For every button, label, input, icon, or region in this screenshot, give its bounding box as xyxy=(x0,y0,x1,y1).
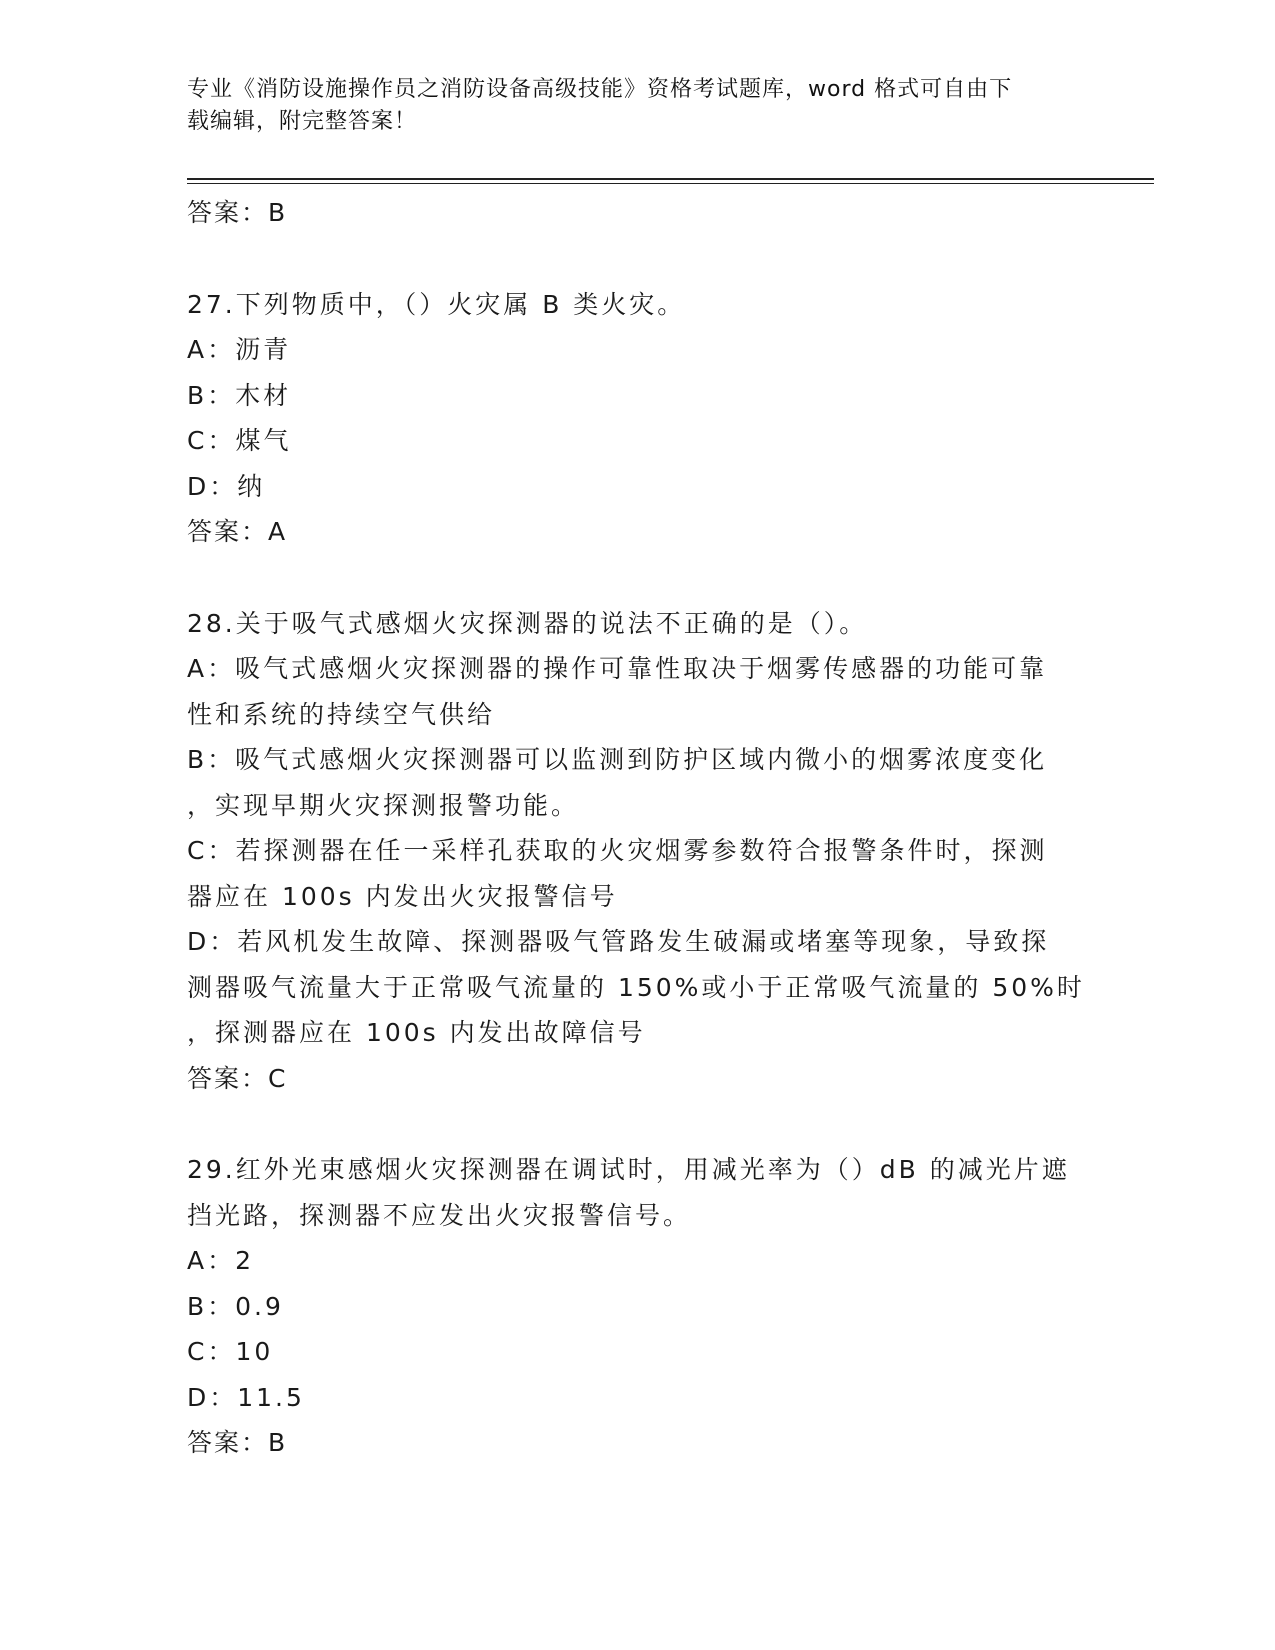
question-29 xyxy=(187,1147,1087,1466)
option-d: D：若风机发生故障、探测器吸气管路发生破漏或堵塞等现象，导致探 xyxy=(187,927,1050,956)
option-b-continued: ，实现早期火灾探测报警功能。 xyxy=(187,790,580,820)
option-a: A：2 xyxy=(187,1246,255,1275)
header-divider xyxy=(187,178,1154,180)
header-line-2: 载编辑，附完整答案！ xyxy=(187,109,418,134)
spacer xyxy=(187,555,1087,601)
question-list xyxy=(187,190,1087,1466)
question-stem-continued: 挡光路，探测器不应发出火灾报警信号。 xyxy=(187,1200,692,1230)
option-d: D：11.5 xyxy=(187,1382,305,1412)
option-c: C：10 xyxy=(187,1337,274,1366)
header-divider-thin xyxy=(187,183,1154,184)
spacer xyxy=(187,236,1087,282)
option-c: C：煤气 xyxy=(187,426,292,455)
question-stem: 27.下列物质中，（）火灾属 B 类火灾。 xyxy=(187,289,686,319)
option-b: B：木材 xyxy=(187,380,292,410)
previous-answer: 答案：B xyxy=(187,198,288,227)
option-c-continued: 器应在 100s 内发出火灾报警信号 xyxy=(187,881,618,911)
option-a: A：沥青 xyxy=(187,335,292,364)
header-line-1: 专业《消防设施操作员之消防设备高级技能》资格考试题库，word 格式可自由下 xyxy=(187,77,1013,102)
question-stem: 29.红外光束感烟火灾探测器在调试时，用减光率为（）dB 的减光片遮 xyxy=(187,1155,1070,1184)
option-d: D：纳 xyxy=(187,471,266,501)
option-a-continued: 性和系统的持续空气供给 xyxy=(187,699,496,729)
question-stem: 28.关于吸气式感烟火灾探测器的说法不正确的是（）。 xyxy=(187,608,868,638)
option-a: A：吸气式感烟火灾探测器的操作可靠性取决于烟雾传感器的功能可靠 xyxy=(187,654,1048,683)
option-d-continued: 测器吸气流量大于正常吸气流量的 150%或小于正常吸气流量的 50%时 xyxy=(187,972,1085,1002)
option-b: B：吸气式感烟火灾探测器可以监测到防护区域内微小的烟雾浓度变化 xyxy=(187,745,1048,774)
question-28 xyxy=(187,601,1087,1102)
question-answer: 答案：A xyxy=(187,517,288,546)
spacer xyxy=(187,1101,1087,1147)
option-d-continued-2: ，探测器应在 100s 内发出故障信号 xyxy=(187,1018,646,1047)
document-header xyxy=(187,74,1067,138)
question-answer: 答案：B xyxy=(187,1428,288,1457)
option-c: C：若探测器在任一采样孔获取的火灾烟雾参数符合报警条件时，探测 xyxy=(187,836,1048,865)
option-b: B：0.9 xyxy=(187,1291,284,1321)
question-answer: 答案：C xyxy=(187,1063,288,1093)
question-27 xyxy=(187,282,1087,555)
